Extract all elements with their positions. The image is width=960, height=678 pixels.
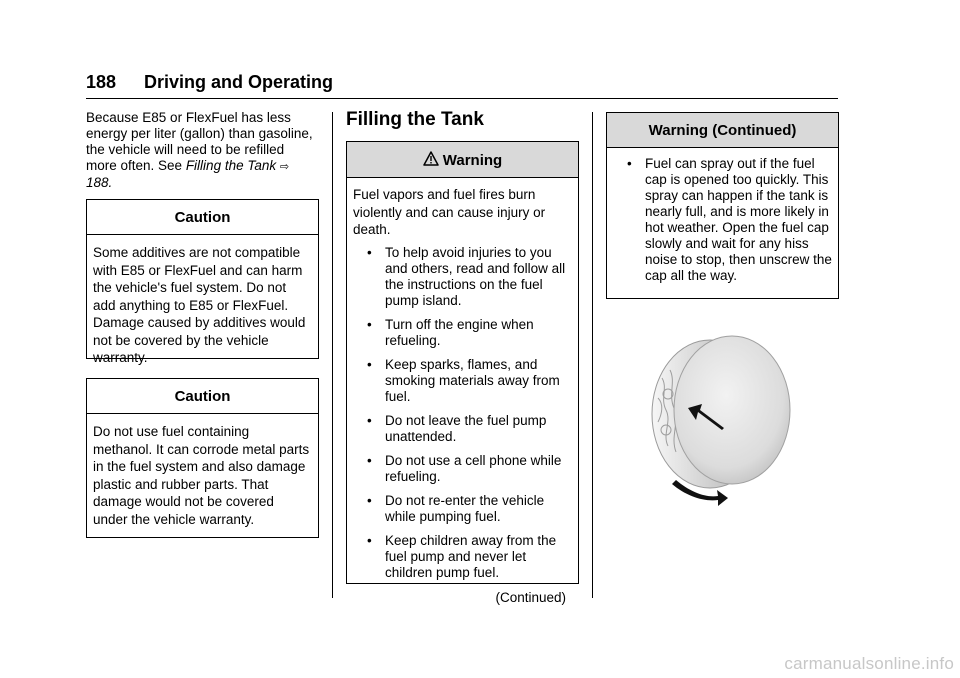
page-header <box>86 70 838 99</box>
watermark: carmanualsonline.info <box>784 654 954 673</box>
caution-box-1 <box>86 199 319 365</box>
list-item: • Do not use a cell phone while refueling. <box>367 452 562 484</box>
filling-tank-link[interactable]: Filling the Tank <box>185 158 277 173</box>
fuel-cap-illustration <box>606 318 838 518</box>
link-page-number: 188 <box>86 175 109 190</box>
page-number: 188 <box>86 72 117 92</box>
list-item: • To help avoid injuries to you and others, read and follow all the instructions on the fuel pump island. <box>367 244 566 308</box>
caution-title: Caution <box>87 200 318 235</box>
column-divider <box>332 112 333 598</box>
column-divider <box>592 112 593 598</box>
continued-label: (Continued) <box>495 589 566 605</box>
filling-tank-heading: Filling the Tank <box>346 109 484 130</box>
warning-continued-title: Warning (Continued) <box>607 113 838 148</box>
caution-title: Caution <box>87 379 318 414</box>
list-item: • Do not re-enter the vehicle while pumping fuel. <box>367 492 545 524</box>
warning-continued-box <box>606 112 839 299</box>
page-ref-arrow-icon: ⇨ <box>279 161 290 173</box>
warning-header <box>347 142 578 178</box>
caution-body: Some additives are not compatible with E85 or FlexFuel and can harm the vehicle's fuel system. Do not add anything to E85 or FlexFuel. Damage caused by additives would not be covered by the vehicle warranty. <box>93 245 306 365</box>
warning-intro: Fuel vapors and fuel fires burn violently and can cause injury or death. <box>353 187 546 237</box>
list-item: • Turn off the engine when refueling. <box>367 316 534 348</box>
warning-triangle-icon <box>423 151 439 167</box>
warning-continued-list <box>613 156 832 284</box>
intro-paragraph <box>86 110 318 191</box>
list-item: • Keep children away from the fuel pump and never let children pump fuel. <box>367 532 557 580</box>
caution-body: Do not use fuel containing methanol. It can corrode metal parts in the fuel system and also damage plastic and rubber parts. That damage would not be covered under the vehicle warranty. <box>93 424 310 527</box>
column-1 <box>86 110 318 191</box>
link-suffix: . <box>108 175 113 190</box>
list-item: • Do not leave the fuel pump unattended. <box>367 412 547 444</box>
intro-text: Because E85 or FlexFuel has less energy per liter (gallon) than gasoline, the vehicle will need to be refilled more often. See <box>86 110 313 173</box>
list-item: • Keep sparks, flames, and smoking materials away from fuel. <box>367 356 560 404</box>
list-item: • Fuel can spray out if the fuel cap is opened too quickly. This spray can happen if the tank is nearly full, and is more likely in hot weather. Open the fuel cap slowly and wait for any hiss noise to stop, then unscrew the cap all the way. <box>627 156 832 283</box>
section-title-header: Driving and Operating <box>144 72 334 92</box>
warning-title: Warning <box>442 152 503 169</box>
warning-list <box>353 245 572 581</box>
caution-box-2 <box>86 378 319 538</box>
warning-box <box>346 141 579 605</box>
